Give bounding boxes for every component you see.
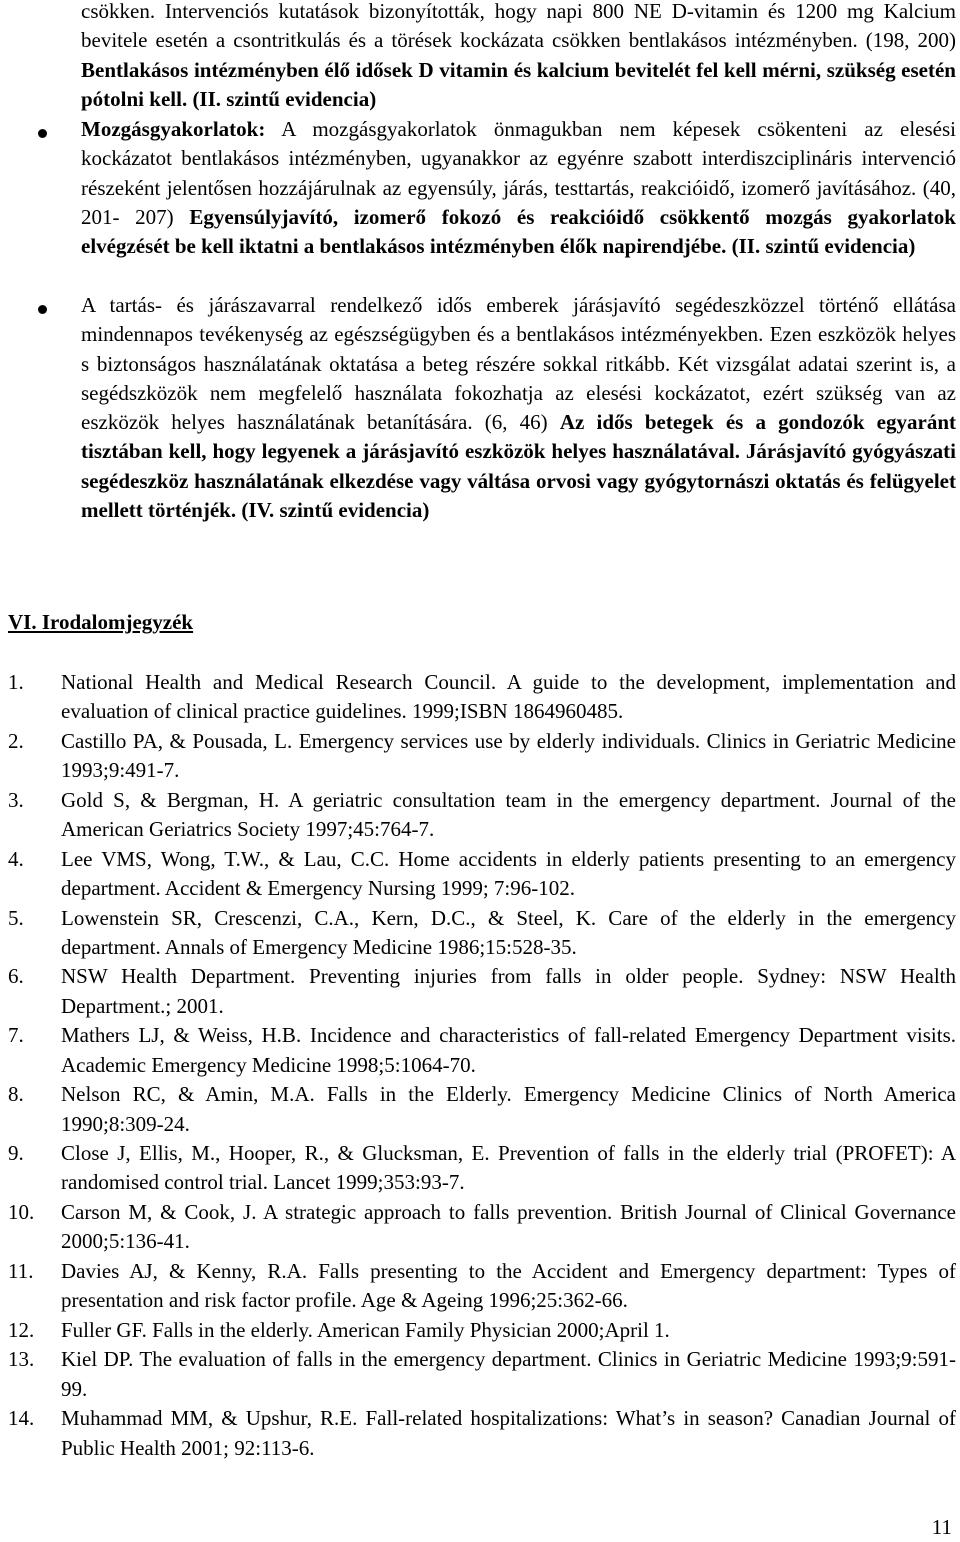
reference-text: NSW Health Department. Preventing injuries from falls in older people. Sydney: NSW Health Department.; 2001. bbox=[61, 964, 956, 1018]
reference-text: Lowenstein SR, Crescenzi, C.A., Kern, D.C., & Steel, K. Care of the elderly in the emergency department. Annals of Emergency Medicine 1986;15:528-35. bbox=[61, 905, 956, 959]
reference-number: 13. bbox=[8, 1347, 35, 1372]
reference-item bbox=[0, 1139, 960, 1198]
paragraph-text: csökken. Intervenciós kutatások bizonyították, hogy napi 800 NE D-vitamin és 1200 mg Kalcium bevitele esetén a csontritkulás és a törések kockázata csökken bentlakásos intézményben. (198, 200) bbox=[81, 0, 956, 53]
bullet-point bbox=[38, 305, 47, 314]
paragraph-text: A tartás- és járászavarral rendelkező idős emberek járásjavító segédeszközzel történő ellátása mindennapos tevékenység az egészségügyben és a bentlakásos intézményekben. Ezen eszközök helyes s biztonságos használatának oktatása a beteg részére sokkal ritkább. Két vizsgálat adatai szerint is, a segédszközök nem megfelelő használata fokozhatja az elesési kockázatot, ezért szükség van az eszközök helyes használatának betanítására. (6, 46) bbox=[81, 293, 956, 435]
bullet-paragraph-walking-aids bbox=[81, 291, 956, 525]
reference-item bbox=[0, 668, 960, 727]
reference-number: 1. bbox=[8, 670, 24, 694]
page-number: 11 bbox=[931, 1515, 952, 1539]
reference-text: Nelson RC, & Amin, M.A. Falls in the Elderly. Emergency Medicine Clinics of North America 1990;8:309-24. bbox=[61, 1082, 956, 1136]
bullet-point bbox=[38, 129, 47, 138]
recommendation-text: Az idős betegek és a gondozók egyaránt tisztában kell, hogy legyenek a járásjavító eszközök helyes használatával. Járásjavító gyógyászati segédeszköz használatának elkezdése vagy váltása orvosi vagy gyógytornászi oktatás és felügyelet mellett történjék. (IV. szintű evidencia) bbox=[81, 410, 956, 523]
reference-number: 9. bbox=[8, 1141, 24, 1166]
reference-item bbox=[0, 1316, 960, 1345]
reference-item bbox=[0, 1257, 960, 1316]
reference-text: Kiel DP. The evaluation of falls in the emergency department. Clinics in Geriatric Medicine 1993;9:591-99. bbox=[61, 1347, 956, 1401]
section-heading: VI. Irodalomjegyzék bbox=[8, 610, 194, 634]
reference-text: National Health and Medical Research Council. A guide to the development, implementation and evaluation of clinical practice guidelines. 1999;ISBN 1864960485. bbox=[61, 670, 956, 724]
reference-text: Gold S, & Bergman, H. A geriatric consultation team in the emergency department. Journal of the American Geriatrics Society 1997;45:764-7. bbox=[61, 787, 956, 842]
reference-number: 14. bbox=[8, 1406, 35, 1431]
reference-item bbox=[0, 962, 960, 1021]
reference-number: 7. bbox=[8, 1023, 24, 1048]
reference-text: Close J, Ellis, M., Hooper, R., & Glucksman, E. Prevention of falls in the elderly trial (PROFET): A randomised control trial. Lancet 1999;353:93-7. bbox=[61, 1141, 956, 1195]
reference-number: 5. bbox=[8, 905, 24, 930]
reference-number: 6. bbox=[8, 964, 24, 989]
reference-list bbox=[0, 668, 960, 1463]
reference-text: Muhammad MM, & Upshur, R.E. Fall-related hospitalizations: What’s in season? Canadian Journal of Public Health 2001; 92:113-6. bbox=[61, 1406, 956, 1460]
reference-number: 4. bbox=[8, 846, 24, 871]
reference-number: 12. bbox=[8, 1317, 35, 1342]
bullet-lead: Mozgásgyakorlatok: bbox=[81, 117, 266, 141]
reference-number: 2. bbox=[8, 728, 24, 753]
reference-item bbox=[0, 904, 960, 963]
reference-item bbox=[0, 727, 960, 786]
reference-text: Davies AJ, & Kenny, R.A. Falls presenting to the Accident and Emergency department: Types of presentation and risk factor profile. Age & Ageing 1996;25:362-66. bbox=[61, 1258, 956, 1313]
recommendation-text: Egyensúlyjavító, izomerő fokozó és reakcióidő csökkentő mozgás gyakorlatok elvégzését be kell iktatni a bentlakásos intézményben élők napirendjébe. (II. szintű evidencia) bbox=[81, 204, 956, 259]
reference-item bbox=[0, 1404, 960, 1463]
bullet-paragraph-exercise bbox=[81, 115, 956, 261]
reference-number: 3. bbox=[8, 787, 24, 812]
reference-number: 11. bbox=[8, 1258, 34, 1283]
paragraph-text: A mozgásgyakorlatok önmagukban nem képesek csökenteni az elesési kockázatot bentlakásos intézményben, ugyanakkor az egyénre szabott interdiszciplináris intervenció részeként jelentősen hozzájárulnak az egyensúly, járás, testtartás, reakcióidő, izomerő javításához. (40, 201- 207) bbox=[81, 117, 956, 229]
continuation-paragraph bbox=[81, 0, 956, 114]
reference-item bbox=[0, 1080, 960, 1139]
reference-item bbox=[0, 1021, 960, 1080]
reference-item bbox=[0, 1345, 960, 1404]
reference-item bbox=[0, 845, 960, 904]
reference-text: Castillo PA, & Pousada, L. Emergency services use by elderly individuals. Clinics in Geriatric Medicine 1993;9:491-7. bbox=[61, 728, 956, 783]
reference-number: 10. bbox=[8, 1200, 35, 1225]
reference-number: 8. bbox=[8, 1082, 24, 1107]
reference-item bbox=[0, 786, 960, 845]
reference-text: Carson M, & Cook, J. A strategic approach to falls prevention. British Journal of Clinical Governance 2000;5:136-41. bbox=[61, 1200, 956, 1254]
reference-text: Mathers LJ, & Weiss, H.B. Incidence and characteristics of fall-related Emergency Department visits. Academic Emergency Medicine 1998;5:1064-70. bbox=[61, 1023, 956, 1077]
reference-text: Fuller GF. Falls in the elderly. American Family Physician 2000;April 1. bbox=[61, 1317, 670, 1342]
recommendation-text: Bentlakásos intézményben élő idősek D vitamin és kalcium bevitelét fel kell mérni, szükség esetén pótolni kell. (II. szintű evidencia) bbox=[81, 57, 956, 111]
reference-item bbox=[0, 1198, 960, 1257]
reference-text: Lee VMS, Wong, T.W., & Lau, C.C. Home accidents in elderly patients presenting to an emergency department. Accident & Emergency Nursing 1999; 7:96-102. bbox=[61, 846, 956, 900]
